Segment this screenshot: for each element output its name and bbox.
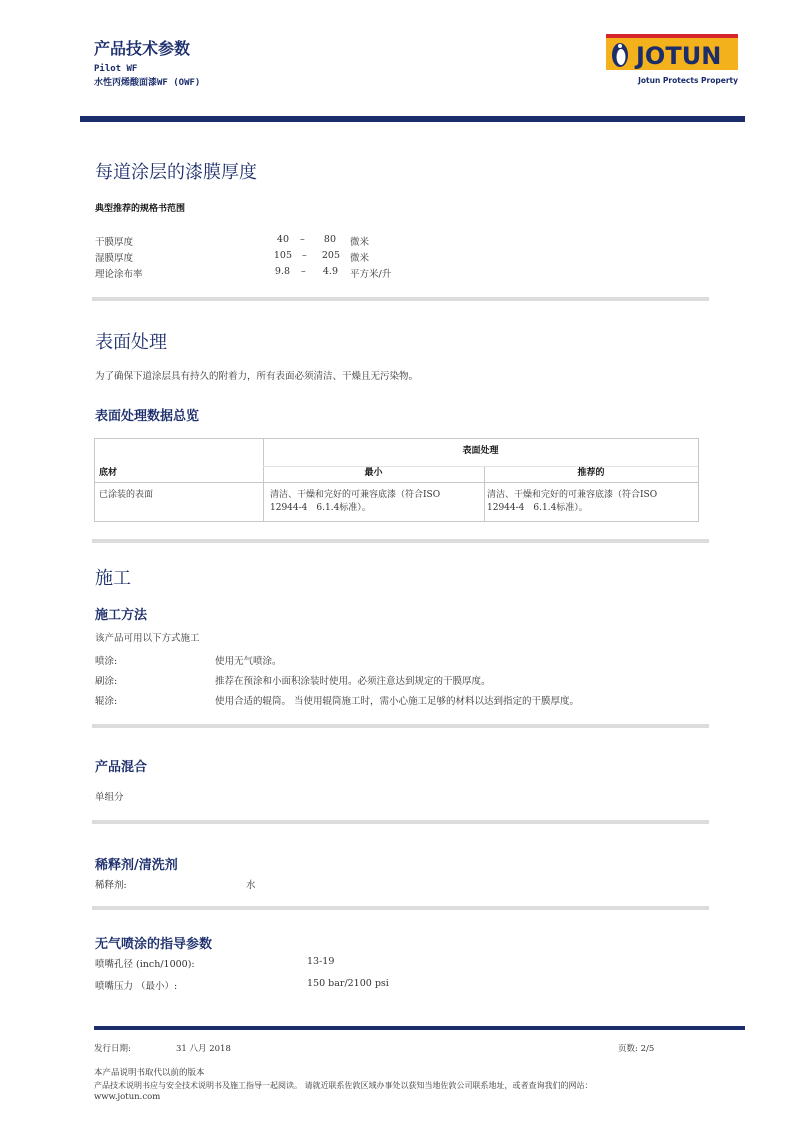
section-separator bbox=[92, 297, 709, 301]
surface-group-header: 表面处理 bbox=[462, 446, 499, 456]
footer-rule bbox=[94, 1026, 745, 1030]
application-method-heading: 施工方法 bbox=[95, 608, 148, 623]
header-rule bbox=[80, 116, 745, 122]
spread-rate-min: 9.8 bbox=[274, 266, 290, 277]
nozzle-pressure-value: 150 bar/2100 psi bbox=[307, 978, 389, 989]
col-recommended: 推荐的 bbox=[577, 468, 605, 478]
jotun-logo bbox=[606, 34, 738, 70]
page-number: 页数: 2/5 bbox=[618, 1044, 655, 1054]
document-title: 产品技术参数 bbox=[94, 39, 191, 58]
dft-max: 80 bbox=[323, 234, 336, 245]
mixing-heading: 产品混合 bbox=[95, 760, 148, 775]
thinner-heading: 稀释剂/清洗剂 bbox=[95, 858, 178, 873]
section-separator bbox=[92, 906, 709, 910]
product-subtitle: 水性丙烯酸面漆WF (OWF) bbox=[94, 78, 201, 88]
col-substrate: 底材 bbox=[99, 468, 118, 478]
logo-tagline: Jotun Protects Property bbox=[638, 76, 738, 85]
film-thickness-subheading: 典型推荐的规格书范围 bbox=[95, 204, 186, 214]
thinner-label: 稀释剂: bbox=[95, 880, 127, 891]
product-name: Pilot WF bbox=[94, 64, 138, 74]
footer-line2: 产品技术说明书应与安全技术说明书及施工指导一起阅读。 请就近联系佐敦区域办事处以获知当地佐敦公司联系地址，或者查询我们的网站： bbox=[94, 1081, 593, 1090]
dft-dash: – bbox=[300, 234, 305, 245]
surface-intro: 为了确保下道涂层具有持久的附着力，所有表面必须清洁、干燥且无污染物。 bbox=[95, 371, 419, 382]
wft-label: 湿膜厚度 bbox=[95, 253, 134, 264]
website-link[interactable]: www.jotun.com bbox=[94, 1092, 161, 1102]
surface-table bbox=[94, 438, 699, 522]
roller-text: 使用合适的辊筒。 当使用辊筒施工时，需小心施工足够的材料以达到指定的干膜厚度。 bbox=[215, 696, 580, 707]
dft-unit: 微米 bbox=[350, 237, 370, 248]
wft-unit: 微米 bbox=[350, 253, 370, 264]
nozzle-pressure-label: 喷嘴压力 （最小）: bbox=[95, 981, 178, 992]
nozzle-tip-value: 13-19 bbox=[307, 956, 335, 967]
nozzle-tip-label: 喷嘴孔径 (inch/1000): bbox=[95, 959, 195, 970]
wft-dash: – bbox=[302, 250, 307, 261]
dft-min: 40 bbox=[276, 234, 289, 245]
wft-min: 105 bbox=[273, 250, 292, 261]
penguin-emblem-icon bbox=[612, 43, 628, 67]
issue-date-value: 31 八月 2018 bbox=[176, 1044, 231, 1054]
section-separator bbox=[92, 820, 709, 824]
row-rec-line2: 12944-4 6.1.4标准）。 bbox=[487, 503, 588, 513]
mixing-text: 单组分 bbox=[95, 792, 124, 803]
col-minimum: 最小 bbox=[364, 468, 383, 478]
row-substrate: 已涂装的表面 bbox=[99, 490, 154, 500]
spread-rate-unit: 平方米/升 bbox=[350, 269, 392, 280]
issue-date-label: 发行日期: bbox=[94, 1044, 131, 1054]
row-rec-line1: 清洁、干燥和完好的可兼容底漆（符合ISO bbox=[487, 490, 658, 500]
roller-label: 辊涂: bbox=[95, 696, 118, 707]
spray-label: 喷涂: bbox=[95, 656, 118, 667]
thinner-value: 水 bbox=[246, 880, 256, 891]
airless-heading: 无气喷涂的指导参数 bbox=[95, 937, 213, 952]
row-min-line2: 12944-4 6.1.4标准）。 bbox=[270, 503, 371, 513]
svg-text:JOTUN: JOTUN bbox=[636, 42, 722, 70]
wft-max: 205 bbox=[321, 250, 340, 261]
spread-rate-label: 理论涂布率 bbox=[95, 269, 143, 280]
section-separator bbox=[92, 724, 709, 728]
row-min-line1: 清洁、干燥和完好的可兼容底漆（符合ISO bbox=[270, 490, 441, 500]
surface-summary-heading: 表面处理数据总览 bbox=[95, 409, 200, 424]
application-method-intro: 该产品可用以下方式施工 bbox=[95, 633, 200, 644]
section-separator bbox=[92, 539, 709, 543]
application-heading: 施工 bbox=[95, 568, 131, 589]
brush-label: 刷涂: bbox=[95, 676, 118, 687]
spread-rate-max: 4.9 bbox=[322, 266, 338, 277]
spray-text: 使用无气喷涂。 bbox=[215, 656, 282, 667]
dft-label: 干膜厚度 bbox=[95, 237, 134, 248]
surface-heading: 表面处理 bbox=[95, 332, 167, 353]
film-thickness-heading: 每道涂层的漆膜厚度 bbox=[95, 162, 257, 183]
brush-text: 推荐在预涂和小面积涂装时使用。必须注意达到规定的干膜厚度。 bbox=[215, 676, 491, 687]
spread-rate-dash: – bbox=[301, 266, 306, 277]
footer-line1: 本产品说明书取代以前的版本 bbox=[94, 1068, 205, 1078]
